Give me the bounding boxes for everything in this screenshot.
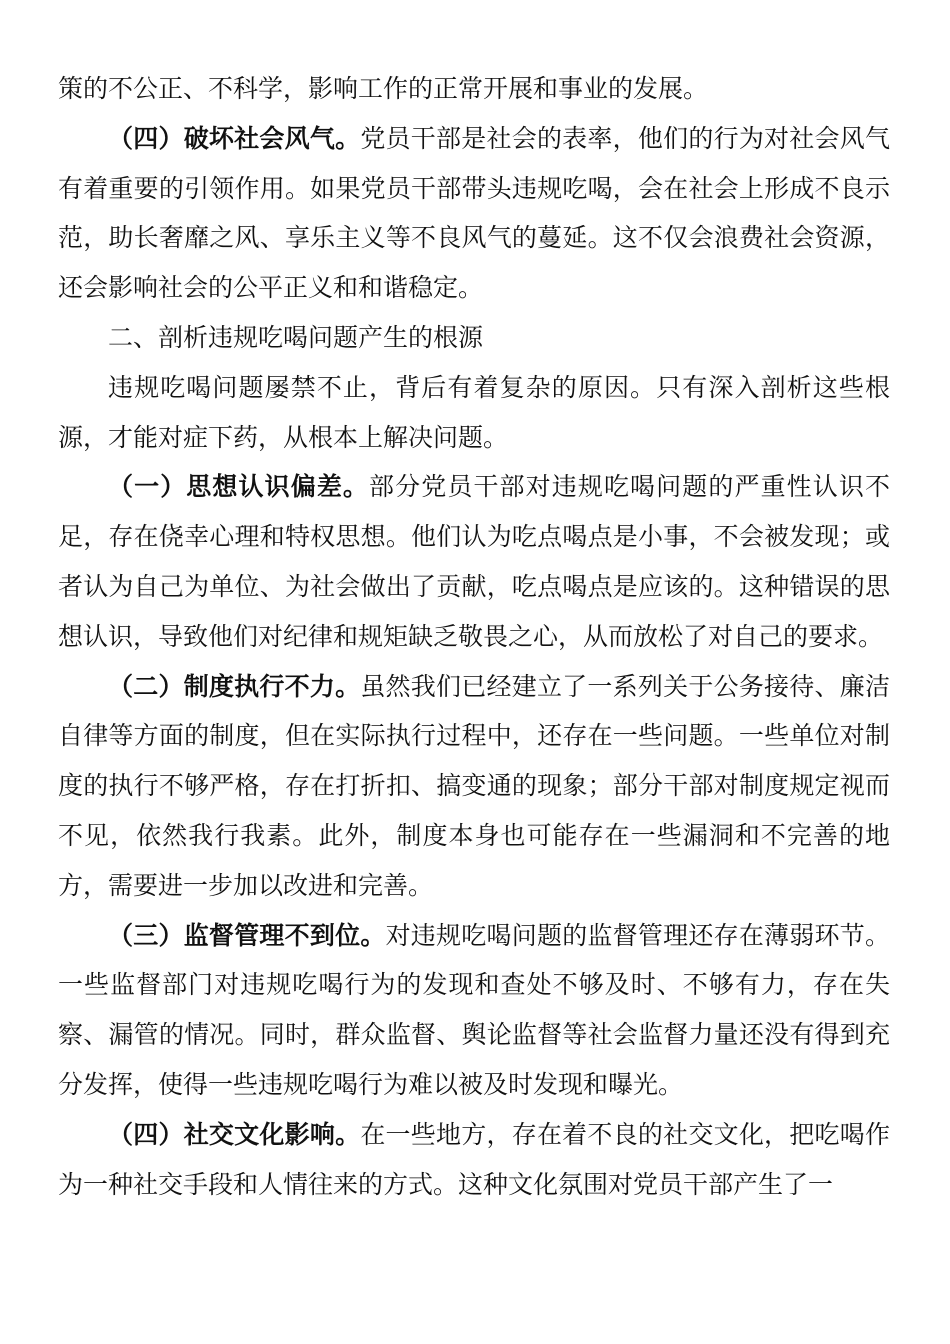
- paragraph-text: 违规吃喝问题屡禁不止，背后有着复杂的原因。只有深入剖析这些根源，才能对症下药，从根本上解决问题。: [58, 372, 890, 452]
- section-heading-text: 二、剖析违规吃喝问题产生的根源: [108, 322, 484, 352]
- paragraph-cause-3-supervision: [58, 911, 890, 1110]
- paragraph-lead: （二）制度执行不力。: [108, 671, 361, 701]
- paragraph-text: 在一些地方，存在着不良的社交文化，把吃喝作为一种社交手段和人情往来的方式。这种文化氛围对党员干部产生了一: [58, 1119, 890, 1199]
- paragraph-text: 部分党员干部对违规吃喝问题的严重性认识不足，存在侥幸心理和特权思想。他们认为吃点喝点是小事，不会被发现；或者认为自己为单位、为社会做出了贡献，吃点喝点是应该的。这种错误的思想认识，导致他们对纪律和规矩缺乏敬畏之心，从而放松了对自己的要求。: [58, 472, 890, 651]
- paragraph-text: 策的不公正、不科学，影响工作的正常开展和事业的发展。: [58, 74, 709, 103]
- paragraph-lead: （四）社交文化影响。: [108, 1119, 361, 1149]
- paragraph-text: 党员干部是社会的表率，他们的行为对社会风气有着重要的引领作用。如果党员干部带头违规吃喝，会在社会上形成不良示范，助长奢靡之风、享乐主义等不良风气的蔓延。这不仅会浪费社会资源，还会影响社会的公平正义和和谐稳定。: [58, 123, 890, 303]
- paragraph-text: 虽然我们已经建立了一系列关于公务接待、廉洁自律等方面的制度，但在实际执行过程中，还存在一些问题。一些单位对制度的执行不够严格，存在打折扣、搞变通的现象；部分干部对制度规定视而不见，依然我行我素。此外，制度本身也可能存在一些漏洞和不完善的地方，需要进一步加以改进和完善。: [58, 671, 890, 900]
- paragraph-lead: （三）监督管理不到位。: [108, 920, 386, 950]
- paragraph-continuation: [58, 64, 890, 114]
- document-body: [58, 64, 890, 1209]
- paragraph-lead: （一）思想认识偏差。: [108, 472, 370, 502]
- paragraph-text: 对违规吃喝问题的监督管理还存在薄弱环节。一些监督部门对违规吃喝行为的发现和查处不够及时、不够有力，存在失察、漏管的情况。同时，群众监督、舆论监督等社会监督力量还没有得到充分发挥，使得一些违规吃喝行为难以被及时发现和曝光。: [58, 920, 890, 1099]
- paragraph-cause-1-thinking: [58, 462, 890, 661]
- paragraph-cause-2-system: [58, 662, 890, 911]
- section-heading-two: [58, 313, 890, 363]
- paragraph-lead: （四）破坏社会风气。: [108, 123, 361, 153]
- paragraph-cause-4-social-culture: [58, 1110, 890, 1210]
- paragraph-section-4-social-ethos: [58, 114, 890, 313]
- paragraph-intro-root-causes: [58, 363, 890, 463]
